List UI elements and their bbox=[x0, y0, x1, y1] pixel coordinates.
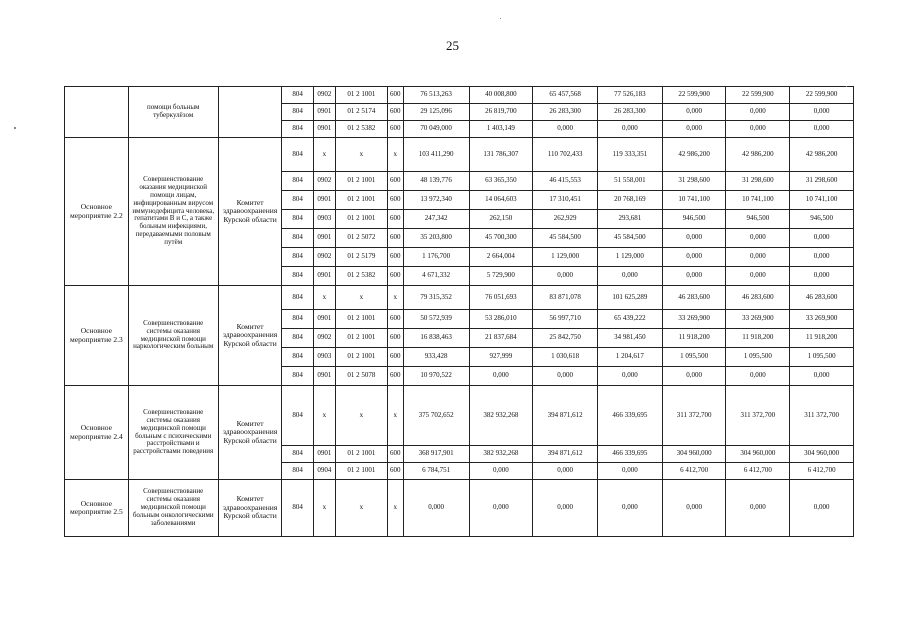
table-cell: 0,000 bbox=[598, 267, 663, 286]
table-cell: 293,681 bbox=[598, 210, 663, 229]
table-cell: 01 2 1001 bbox=[336, 310, 388, 329]
table-cell: 368 917,901 bbox=[403, 446, 469, 463]
table-cell: 0,000 bbox=[403, 480, 469, 537]
table-cell: 33 269,900 bbox=[790, 310, 854, 329]
table-cell: 394 871,612 bbox=[533, 446, 598, 463]
table-cell: 1 095,500 bbox=[790, 348, 854, 367]
table-cell: 1 030,618 bbox=[533, 348, 598, 367]
table-cell: 01 2 1001 bbox=[336, 210, 388, 229]
table-cell: 804 bbox=[282, 446, 313, 463]
table-cell: 804 bbox=[282, 480, 313, 537]
table-cell: 45 700,300 bbox=[469, 229, 533, 248]
table-cell: x bbox=[336, 286, 388, 310]
table-cell: 42 986,200 bbox=[662, 138, 726, 172]
table-cell: 0,000 bbox=[662, 367, 726, 386]
table-cell: 1 095,500 bbox=[726, 348, 790, 367]
event-description: помощи больным туберкулёзом bbox=[128, 87, 218, 138]
event-executor bbox=[218, 87, 282, 138]
table-cell: 262,929 bbox=[533, 210, 598, 229]
table-cell: 600 bbox=[387, 446, 403, 463]
table-cell: 11 918,200 bbox=[662, 329, 726, 348]
table-cell: 79 315,352 bbox=[403, 286, 469, 310]
table-cell: 46 283,600 bbox=[662, 286, 726, 310]
table-cell: 600 bbox=[387, 310, 403, 329]
table-cell: 382 932,268 bbox=[469, 446, 533, 463]
table-cell: 804 bbox=[282, 463, 313, 480]
table-cell: 29 125,096 bbox=[403, 104, 469, 121]
table-cell: 0,000 bbox=[790, 104, 854, 121]
table-cell: 46 283,600 bbox=[726, 286, 790, 310]
table-cell: x bbox=[336, 386, 388, 446]
table-cell: 01 2 1001 bbox=[336, 191, 388, 210]
table-cell: 31 298,600 bbox=[726, 172, 790, 191]
table-cell: 103 411,290 bbox=[403, 138, 469, 172]
event-executor: Комитет здравоохранения Курской области bbox=[218, 386, 282, 480]
table-cell: 600 bbox=[387, 348, 403, 367]
table-row bbox=[65, 286, 854, 310]
table-cell: 804 bbox=[282, 229, 313, 248]
table-cell: 42 986,200 bbox=[726, 138, 790, 172]
table-cell: x bbox=[387, 286, 403, 310]
table-cell: 0904 bbox=[313, 463, 335, 480]
table-cell: 35 203,800 bbox=[403, 229, 469, 248]
table-cell: 0,000 bbox=[533, 367, 598, 386]
table-cell: 01 2 5382 bbox=[336, 267, 388, 286]
table-cell: 26 283,300 bbox=[533, 104, 598, 121]
table-cell: 10 970,522 bbox=[403, 367, 469, 386]
table-cell: 10 741,100 bbox=[726, 191, 790, 210]
table-cell: 0,000 bbox=[790, 480, 854, 537]
table-cell: 10 741,100 bbox=[790, 191, 854, 210]
table-cell: 2 664,004 bbox=[469, 248, 533, 267]
table-cell: 17 310,451 bbox=[533, 191, 598, 210]
table-cell: 1 403,149 bbox=[469, 121, 533, 138]
table-cell: 50 572,939 bbox=[403, 310, 469, 329]
table-cell: 304 960,000 bbox=[662, 446, 726, 463]
table-cell: 804 bbox=[282, 121, 313, 138]
table-cell: 375 702,652 bbox=[403, 386, 469, 446]
table-cell: 0,000 bbox=[533, 121, 598, 138]
table-cell: 0,000 bbox=[662, 267, 726, 286]
table-cell: 0,000 bbox=[598, 480, 663, 537]
table-cell: 804 bbox=[282, 386, 313, 446]
table-cell: 0901 bbox=[313, 310, 335, 329]
table-cell: 01 2 5179 bbox=[336, 248, 388, 267]
table-cell: 382 932,268 bbox=[469, 386, 533, 446]
event-description: Совершенствование оказания медицинской помощи лицам, инфицированным вирусом иммунодефицита человека, гепатитами В и С, а также больным инфекциями, передаваемыми половым путём bbox=[128, 138, 218, 286]
table-cell: 131 786,307 bbox=[469, 138, 533, 172]
table-cell: 0,000 bbox=[469, 480, 533, 537]
table-cell: 247,342 bbox=[403, 210, 469, 229]
table-cell: 33 269,900 bbox=[662, 310, 726, 329]
table-cell: x bbox=[387, 138, 403, 172]
table-cell: 0,000 bbox=[533, 480, 598, 537]
table-cell: 0,000 bbox=[790, 267, 854, 286]
table-cell: 600 bbox=[387, 191, 403, 210]
table-cell: 1 129,000 bbox=[598, 248, 663, 267]
table-cell: 70 049,000 bbox=[403, 121, 469, 138]
table-cell: 48 139,776 bbox=[403, 172, 469, 191]
table-cell: 0901 bbox=[313, 191, 335, 210]
table-cell: 1 176,700 bbox=[403, 248, 469, 267]
table-cell: 01 2 1001 bbox=[336, 446, 388, 463]
table-cell: 45 584,500 bbox=[533, 229, 598, 248]
table-cell: 0902 bbox=[313, 87, 335, 104]
table-cell: 4 671,332 bbox=[403, 267, 469, 286]
table-cell: 600 bbox=[387, 210, 403, 229]
table-cell: 56 997,710 bbox=[533, 310, 598, 329]
table-cell: 600 bbox=[387, 267, 403, 286]
table-cell: 11 918,200 bbox=[726, 329, 790, 348]
table-cell: 01 2 1001 bbox=[336, 348, 388, 367]
table-cell: 83 871,078 bbox=[533, 286, 598, 310]
table-cell: 77 526,183 bbox=[598, 87, 663, 104]
table-cell: x bbox=[313, 386, 335, 446]
budget-table bbox=[64, 86, 854, 537]
table-cell: 0,000 bbox=[598, 121, 663, 138]
table-cell: 0,000 bbox=[533, 267, 598, 286]
table-cell: 25 842,750 bbox=[533, 329, 598, 348]
table-cell: 0902 bbox=[313, 329, 335, 348]
table-cell: 311 372,700 bbox=[790, 386, 854, 446]
table-cell: 0901 bbox=[313, 229, 335, 248]
table-cell: 804 bbox=[282, 367, 313, 386]
table-cell: 40 008,800 bbox=[469, 87, 533, 104]
table-row bbox=[65, 386, 854, 446]
table-cell: 14 064,603 bbox=[469, 191, 533, 210]
table-cell: 6 412,700 bbox=[726, 463, 790, 480]
table-cell: 600 bbox=[387, 329, 403, 348]
table-cell: 01 2 5174 bbox=[336, 104, 388, 121]
scan-speck bbox=[14, 127, 16, 129]
table-cell: 0901 bbox=[313, 121, 335, 138]
table-cell: 466 339,695 bbox=[598, 446, 663, 463]
page-number: 25 bbox=[446, 38, 459, 53]
table-cell: 01 2 5072 bbox=[336, 229, 388, 248]
table-cell: 31 298,600 bbox=[790, 172, 854, 191]
table-cell: 804 bbox=[282, 286, 313, 310]
table-cell: 34 981,450 bbox=[598, 329, 663, 348]
table-cell: 65 439,222 bbox=[598, 310, 663, 329]
table-row bbox=[65, 87, 854, 104]
table-cell: 0901 bbox=[313, 104, 335, 121]
table-cell: 33 269,900 bbox=[726, 310, 790, 329]
table-cell: x bbox=[336, 480, 388, 537]
table-cell: 600 bbox=[387, 87, 403, 104]
table-cell: 1 204,617 bbox=[598, 348, 663, 367]
scan-speck bbox=[500, 18, 501, 19]
table-cell: 804 bbox=[282, 210, 313, 229]
table-cell: 0902 bbox=[313, 248, 335, 267]
table-cell: 0,000 bbox=[790, 121, 854, 138]
table-cell: 0,000 bbox=[726, 104, 790, 121]
table-cell: 01 2 1001 bbox=[336, 172, 388, 191]
table-cell: x bbox=[387, 480, 403, 537]
table-cell: 804 bbox=[282, 348, 313, 367]
table-cell: 53 286,010 bbox=[469, 310, 533, 329]
table-row bbox=[65, 138, 854, 172]
table-cell: 1 129,000 bbox=[533, 248, 598, 267]
table-cell: 262,150 bbox=[469, 210, 533, 229]
table-cell: 16 838,463 bbox=[403, 329, 469, 348]
table-cell: 946,500 bbox=[662, 210, 726, 229]
table-cell: 804 bbox=[282, 267, 313, 286]
event-name: Основное мероприятие 2.3 bbox=[65, 286, 129, 386]
event-name: Основное мероприятие 2.4 bbox=[65, 386, 129, 480]
table-cell: x bbox=[313, 480, 335, 537]
table-cell: 63 365,350 bbox=[469, 172, 533, 191]
table-cell: 31 298,600 bbox=[662, 172, 726, 191]
table-cell: 0,000 bbox=[790, 367, 854, 386]
table-cell: 600 bbox=[387, 463, 403, 480]
table-cell: 26 283,300 bbox=[598, 104, 663, 121]
table-cell: 946,500 bbox=[790, 210, 854, 229]
event-executor: Комитет здравоохранения Курской области bbox=[218, 480, 282, 537]
table-cell: x bbox=[313, 286, 335, 310]
table-cell: 01 2 1001 bbox=[336, 329, 388, 348]
table-cell: 0,000 bbox=[790, 229, 854, 248]
table-cell: 933,428 bbox=[403, 348, 469, 367]
table-cell: 0,000 bbox=[790, 248, 854, 267]
table-cell: 600 bbox=[387, 104, 403, 121]
table-cell: 600 bbox=[387, 248, 403, 267]
table-cell: 119 333,351 bbox=[598, 138, 663, 172]
table-cell: 600 bbox=[387, 172, 403, 191]
event-name: Основное мероприятие 2.5 bbox=[65, 480, 129, 537]
table-cell: 0,000 bbox=[726, 229, 790, 248]
scan-speck bbox=[846, 86, 847, 87]
table-cell: 6 784,751 bbox=[403, 463, 469, 480]
table-cell: 804 bbox=[282, 248, 313, 267]
table-cell: 804 bbox=[282, 104, 313, 121]
table-cell: 45 584,500 bbox=[598, 229, 663, 248]
event-executor: Комитет здравоохранения Курской области bbox=[218, 138, 282, 286]
table-cell: 110 702,433 bbox=[533, 138, 598, 172]
table-cell: 304 960,000 bbox=[726, 446, 790, 463]
table-cell: 0,000 bbox=[469, 367, 533, 386]
table-cell: 0,000 bbox=[662, 480, 726, 537]
table-cell: 0901 bbox=[313, 367, 335, 386]
table-cell: 22 599,900 bbox=[726, 87, 790, 104]
table-cell: 804 bbox=[282, 87, 313, 104]
table-cell: 0,000 bbox=[598, 463, 663, 480]
table-cell: 6 412,700 bbox=[662, 463, 726, 480]
table-cell: 0903 bbox=[313, 210, 335, 229]
event-name bbox=[65, 87, 129, 138]
table-cell: 01 2 1001 bbox=[336, 87, 388, 104]
table-cell: 600 bbox=[387, 367, 403, 386]
table-cell: 600 bbox=[387, 121, 403, 138]
event-name: Основное мероприятие 2.2 bbox=[65, 138, 129, 286]
table-cell: 804 bbox=[282, 138, 313, 172]
event-executor: Комитет здравоохранения Курской области bbox=[218, 286, 282, 386]
table-cell: 65 457,568 bbox=[533, 87, 598, 104]
table-cell: 76 513,263 bbox=[403, 87, 469, 104]
table-cell: 466 339,695 bbox=[598, 386, 663, 446]
table-cell: x bbox=[387, 386, 403, 446]
table-cell: 51 558,001 bbox=[598, 172, 663, 191]
table-cell: 46 283,600 bbox=[790, 286, 854, 310]
table-cell: 0,000 bbox=[726, 248, 790, 267]
table-cell: 304 960,000 bbox=[790, 446, 854, 463]
table-cell: 0,000 bbox=[726, 121, 790, 138]
table-cell: 22 599,900 bbox=[662, 87, 726, 104]
table-cell: 0,000 bbox=[662, 229, 726, 248]
table-cell: 804 bbox=[282, 172, 313, 191]
table-cell: 927,999 bbox=[469, 348, 533, 367]
table-cell: 101 625,289 bbox=[598, 286, 663, 310]
table-cell: 394 871,612 bbox=[533, 386, 598, 446]
table-cell: 6 412,700 bbox=[790, 463, 854, 480]
table-cell: 0,000 bbox=[726, 480, 790, 537]
table-cell: 26 819,700 bbox=[469, 104, 533, 121]
table-cell: 01 2 5078 bbox=[336, 367, 388, 386]
table-cell: x bbox=[336, 138, 388, 172]
table-cell: 0901 bbox=[313, 446, 335, 463]
table-cell: 0,000 bbox=[726, 367, 790, 386]
event-description: Совершенствование системы оказания медицинской помощи больным онкологическими заболеваниями bbox=[128, 480, 218, 537]
event-description: Совершенствование системы оказания медицинской помощи наркологическим больным bbox=[128, 286, 218, 386]
event-description: Совершенствование системы оказания медицинской помощи больным с психическими расстройствами и расстройствами поведения bbox=[128, 386, 218, 480]
table-cell: 804 bbox=[282, 329, 313, 348]
table-cell: 0901 bbox=[313, 267, 335, 286]
table-cell: 1 095,500 bbox=[662, 348, 726, 367]
table-cell: 20 768,169 bbox=[598, 191, 663, 210]
table-cell: 0,000 bbox=[662, 248, 726, 267]
table-cell: 22 599,900 bbox=[790, 87, 854, 104]
table-cell: 0902 bbox=[313, 172, 335, 191]
table-cell: 0903 bbox=[313, 348, 335, 367]
table-cell: 0,000 bbox=[469, 463, 533, 480]
table-cell: 600 bbox=[387, 229, 403, 248]
table-cell: 76 051,693 bbox=[469, 286, 533, 310]
table-cell: 946,500 bbox=[726, 210, 790, 229]
table-body bbox=[65, 87, 854, 537]
table-cell: 10 741,100 bbox=[662, 191, 726, 210]
table-cell: x bbox=[313, 138, 335, 172]
table-cell: 0,000 bbox=[662, 121, 726, 138]
table-cell: 13 972,340 bbox=[403, 191, 469, 210]
table-cell: 804 bbox=[282, 310, 313, 329]
table-cell: 11 918,200 bbox=[790, 329, 854, 348]
table-cell: 42 986,200 bbox=[790, 138, 854, 172]
table-cell: 0,000 bbox=[662, 104, 726, 121]
table-cell: 01 2 5382 bbox=[336, 121, 388, 138]
table-cell: 311 372,700 bbox=[662, 386, 726, 446]
table-cell: 5 729,900 bbox=[469, 267, 533, 286]
table-row bbox=[65, 480, 854, 537]
table-cell: 804 bbox=[282, 191, 313, 210]
table-cell: 0,000 bbox=[533, 463, 598, 480]
table-cell: 0,000 bbox=[598, 367, 663, 386]
table-cell: 311 372,700 bbox=[726, 386, 790, 446]
table-cell: 0,000 bbox=[726, 267, 790, 286]
table-cell: 01 2 1001 bbox=[336, 463, 388, 480]
table-cell: 21 837,684 bbox=[469, 329, 533, 348]
table-cell: 46 415,553 bbox=[533, 172, 598, 191]
